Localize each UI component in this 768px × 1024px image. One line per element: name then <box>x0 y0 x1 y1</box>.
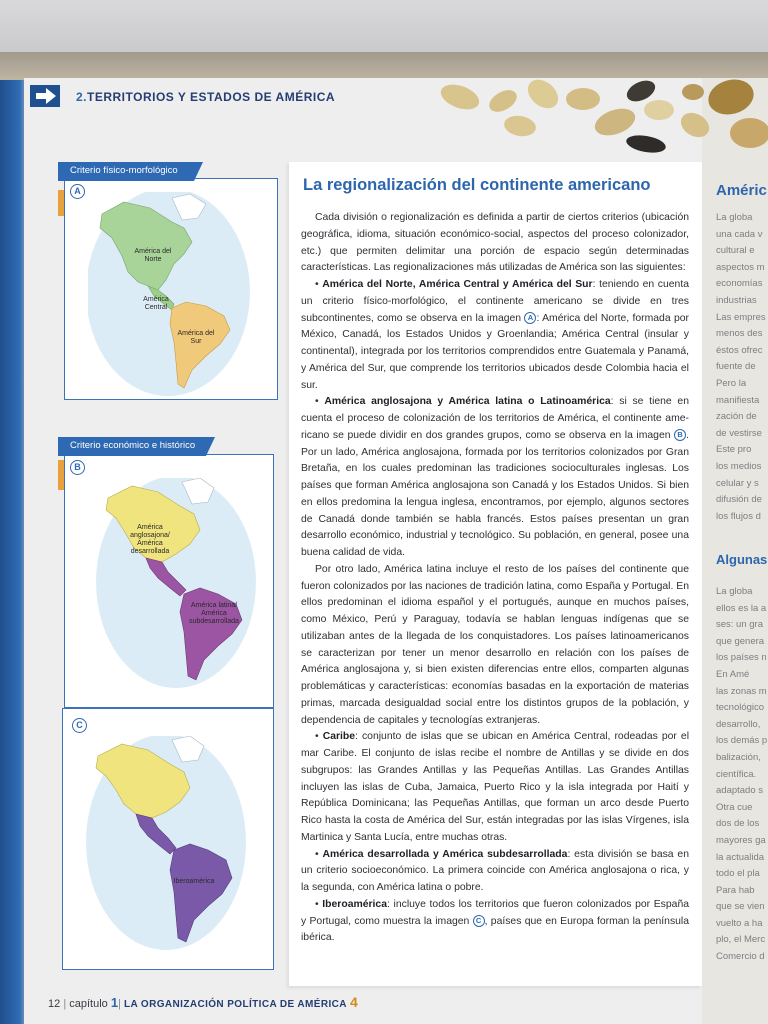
image-ref-b-icon: B <box>674 429 686 441</box>
footer-mark: 4 <box>349 994 358 1010</box>
next-page-line-b-7: tecnológico <box>716 702 765 714</box>
bullet-caribe: • Caribe: conjunto de islas que se ubican en América Central, rodeadas por el mar Caribe. El conjunto de islas recibe el nombre de Antillas y se divide en dos subgrupos: las Grandes Antillas y las Pequeñas Antillas. Las Grandes Antillas incluyen las islas de Cuba, Jamaica, Puerto Rico y la isla integrada por Haití y República Dominicana; las Pequeñas Antillas, que forman un arco desde Puerto Rico hasta la costa de América del Sur, están integradas por las islas Vírgenes, isla Martinica y Santa Lucía, entre muchas otras. <box>301 731 690 843</box>
next-page-line-3: aspectos m <box>716 261 765 273</box>
next-page-line-16: celular y s <box>716 477 759 489</box>
color-stripe-b <box>58 460 64 490</box>
next-page-title: Améric <box>716 182 767 199</box>
color-stripe-a <box>58 190 64 216</box>
bullet-caribe-title: Caribe <box>322 731 356 743</box>
next-page-line-b-3: que genera <box>716 635 765 647</box>
bullet-iberoamerica: • Iberoamérica: incluye todos los territorios que fueron colonizados por España y Portugal, como muestra la imagen C , países que en Europa forman la península ibérica. <box>301 898 690 944</box>
next-page-subtitle: Algunas <box>716 552 768 567</box>
next-page-line-b-0: La globa <box>716 586 753 597</box>
page-footer: 12 | capítulo 1| LA ORGANIZACIÓN POLÍTICA DE AMÉRICA 4 <box>48 994 358 1010</box>
bullet-anglosajona-latina-text-b: . Por un lado, América anglosajona, formada por los territorios colonizados por Gran Bretaña, en los cuales predominan las tradiciones socioculturales inglesas. Los países que forman América anglosajona son Canadá y los Estados Unidos. Si bien en ellos predomina la lengua inglesa, encontramos, por ejemplo, algunos sectores de Canadá donde también se habla francés. Estos países presentan un gran desarrollo económico, industrial y tecnológico. Su población, en general, posee una buena calidad de vida. <box>301 429 689 558</box>
next-page-line-b-10: balización, <box>716 751 761 763</box>
map-b-label-south: América latina/ América subdesarrollada <box>189 602 239 625</box>
map-americas-a <box>88 192 258 396</box>
next-page-line-10: Pero la <box>716 377 747 389</box>
map-a-label-north: América del Norte <box>134 248 172 263</box>
bullet-iberoamerica-text-b: , países que en Europa forman la península ibérica. <box>301 915 690 944</box>
next-page-line-b-12: adaptado s <box>716 785 764 797</box>
article-intro: Cada división o regionalización es definida a partir de ciertos criterios (ubicación geográfica, idioma, situación económico-social, aspectos del proceso colonizador, etc.) que permiten delimitar una porción de espacio según determinadas características. Las regionalizaciones más utilizadas de América son las siguientes: <box>301 212 689 274</box>
next-page-line-b-1: ellos es la a <box>716 602 767 614</box>
next-page-line-b-16: la actualida <box>716 851 765 863</box>
next-page-text <box>716 210 768 525</box>
next-page-line-b-14: dos de los <box>716 818 760 830</box>
bullet-norte-central-sur-text-a: : teniendo en cuenta un criterio físico-morfológico, el continente americano se divide en tres subcontinentes, como se observa en la imagen <box>301 279 689 324</box>
section-title: TERRITORIOS Y ESTADOS DE AMÉRICA <box>87 90 336 104</box>
paragraph-america-latina: Por otro lado, América latina incluye el resto de los países del continente que fueron colonizados por las naciones de tradición latina, como España y Portugal. En ellos predominan el idioma español y el portugués, aunque en muchos países, como México, Perú y Paraguay, todavía se hablan lenguas indígenas que se utilizaban antes de la llegada de los conquistadores. Los países latinoamericanos se caracterizan por tener un menor desarrollo en relación con los países de América anglosajona y, si bien existen diferencias entre ellos, comparten algunas problemáticas y características: economías basadas en la exportación de materias primas, marcada desigualdad social entre los distintos grupos de la población, y dependencia de capitales y tecnologías extranjeras. <box>301 563 689 726</box>
next-page-line-4: economías <box>716 278 763 290</box>
next-page-edge <box>702 78 768 1024</box>
map-tab-a: Criterio físico-morfológico <box>58 162 194 181</box>
next-page-line-b-21: plo, el Merc <box>716 934 766 946</box>
next-page-line-12: zación de <box>716 411 757 423</box>
next-page-line-9: fuente de <box>716 361 756 373</box>
page-number: 12 <box>48 998 61 1010</box>
map-b-label-north: América anglosajona/ América desarrollada <box>130 524 170 555</box>
chapter-word: capítulo <box>69 998 108 1010</box>
map-tab-b: Criterio económico e histórico <box>58 437 206 456</box>
next-page-line-b-8: desarrollo, <box>716 718 761 730</box>
image-ref-a-icon: A <box>524 312 536 324</box>
bullet-anglosajona-latina: • América anglosajona y América latina o Latinoamérica: si se tiene en cuenta el proceso de colonización de los territorios de América, el continente americano se puede dividir en dos grandes grupos, como se observa en la imagen B . Por un lado, América anglosajona, formada por los territorios colonizados por Gran Bretaña, en los cuales predominan las tradiciones socioculturales inglesas. Los países que forman América anglosajona son Canadá y los Estados Unidos. Si bien en ellos predomina la lengua inglesa, encontramos, por ejemplo, algunos sectores de Canadá donde también se habla francés. Estos países presentan un gran desarrollo económico, industrial y tecnológico. Su población, en general, posee una buena calidad de vida. <box>301 396 689 558</box>
next-page-line-b-6: las zonas m <box>716 685 767 697</box>
map-a-label-south: América del Sur <box>177 330 215 345</box>
next-page-line-b-13: Otra cue <box>716 801 753 813</box>
image-ref-c-icon: C <box>473 915 485 927</box>
bullet-desarrollada-text: : esta división se basa en un criterio socioeconómico. La primera coincide con América anglosajona o rica, y la segunda, con América latina o pobre. <box>301 848 689 893</box>
map-letter-a: A <box>70 184 85 199</box>
next-page-line-0: La globa <box>716 212 753 223</box>
map-letter-b: B <box>70 460 85 475</box>
bullet-iberoamerica-text-a: : incluye todos los territorios que fueron colonizados por España y Portugal, como muestra la imagen <box>301 898 689 927</box>
next-page-line-b-20: vuelto a ha <box>716 917 763 929</box>
next-page-line-b-22: Comercio d <box>716 951 765 963</box>
seeds-decoration <box>430 78 768 168</box>
article-box <box>289 162 702 986</box>
next-page-line-13: de vestirse <box>716 427 762 439</box>
bullet-iberoamerica-title: Iberoamérica <box>322 898 387 910</box>
next-page-line-b-19: que se vien <box>716 901 765 913</box>
next-page-line-b-18: Para hab <box>716 884 755 896</box>
next-page-line-7: menos des <box>716 328 763 340</box>
bullet-desarrollada: • América desarrollada y América subdesarrollada: esta división se basa en un criterio socioeconómico. La primera coincide con América anglosajona o rica, y la segunda, con América latina o pobre. <box>301 848 689 893</box>
bullet-norte-central-sur: • América del Norte, América Central y América del Sur: teniendo en cuenta un criterio físico-morfológico, el continente americano se divide en tres subcontinentes, como se observa en la imagen A : América del Norte, formada por México, Canadá, los Estados Unidos y Groenlandia; América Central (insular y continental), integrada por los territorios comprendidos entre Guatemala y Panamá, y América del Sur, que comprende los territorios ubicados desde Colombia hacia el sur. <box>301 279 689 391</box>
map-americas-b <box>96 478 260 688</box>
chapter-title: LA ORGANIZACIÓN POLÍTICA DE AMÉRICA <box>123 999 347 1010</box>
section-arrow-icon <box>30 85 60 107</box>
next-page-line-2: cultural e <box>716 245 755 257</box>
section-heading <box>76 90 335 104</box>
next-page-line-11: manifiesta <box>716 394 760 406</box>
next-page-line-b-15: mayores ga <box>716 834 766 846</box>
next-page-line-18: los flujos d <box>716 510 761 522</box>
next-page-line-17: difusión de <box>716 494 762 506</box>
bullet-anglosajona-latina-text-a: : si se tiene en cuenta el proceso de colonización de los territorios de América, el continente americano se puede dividir en dos grandes grupos, como se observa en la imagen <box>301 396 689 441</box>
chapter-number: 1 <box>110 995 119 1010</box>
map-letter-c: C <box>72 718 87 733</box>
article-title: La regionalización del continente americano <box>303 176 651 194</box>
next-page-line-6: Las empres <box>716 311 766 323</box>
next-page-line-b-11: científica. <box>716 768 757 780</box>
next-page-line-b-17: todo el pla <box>716 868 760 880</box>
next-page-line-b-2: ses: un gra <box>716 619 763 631</box>
next-page-line-b-9: los demás p <box>716 735 768 747</box>
next-page-line-b-4: los países n <box>716 652 767 664</box>
map-c-label-ibero: Iberoamérica <box>173 878 215 885</box>
bullet-norte-central-sur-title: América del Norte, América Central y América del Sur <box>322 279 593 290</box>
article-body <box>301 210 689 947</box>
next-page-line-5: industrias <box>716 294 757 306</box>
next-page-line-15: los medios <box>716 460 762 472</box>
next-page-line-b-5: En Amé <box>716 668 750 680</box>
section-number: 2. <box>76 90 88 104</box>
next-page-line-1: una cada v <box>716 228 763 240</box>
bullet-desarrollada-title: América desarrollada y América subdesarrollada <box>322 848 568 860</box>
bullet-anglosajona-latina-title: América anglosajona y América latina o Latinoamérica <box>324 396 611 408</box>
map-a-label-central: América Central <box>143 296 169 311</box>
bullet-caribe-text: : conjunto de islas que se ubican en América Central, rodeadas por el mar Caribe. El conjunto de islas recibe el nombre de Antillas y se divide en dos subgrupos: las Grandes Antillas y las Pequeñas Antillas. Las Grandes Antillas incluyen las islas de Cuba, Jamaica, Puerto Rico y la isla integrada por Haití y República Dominicana; las Pequeñas Antillas, que forman un arco desde Puerto Rico hasta la costa de América del Sur, están integradas por las islas Vírgenes, isla Martinica y Santa Lucía, entre muchas otras. <box>301 731 690 843</box>
next-page-line-8: éstos ofrec <box>716 344 763 356</box>
map-americas-c <box>86 736 250 950</box>
next-page-text-2 <box>716 584 768 966</box>
bullet-norte-central-sur-text-b: : América del Norte, formada por México, Canadá, los Estados Unidos y Groenlandia; América Central (insular y continental), integrada por los territorios comprendidos entre Guatemala y Panamá, y América del Sur, que comprende los territorios ubicados desde Colombia hacia el sur. <box>301 312 689 391</box>
next-page-line-14: Este pro <box>716 444 752 456</box>
